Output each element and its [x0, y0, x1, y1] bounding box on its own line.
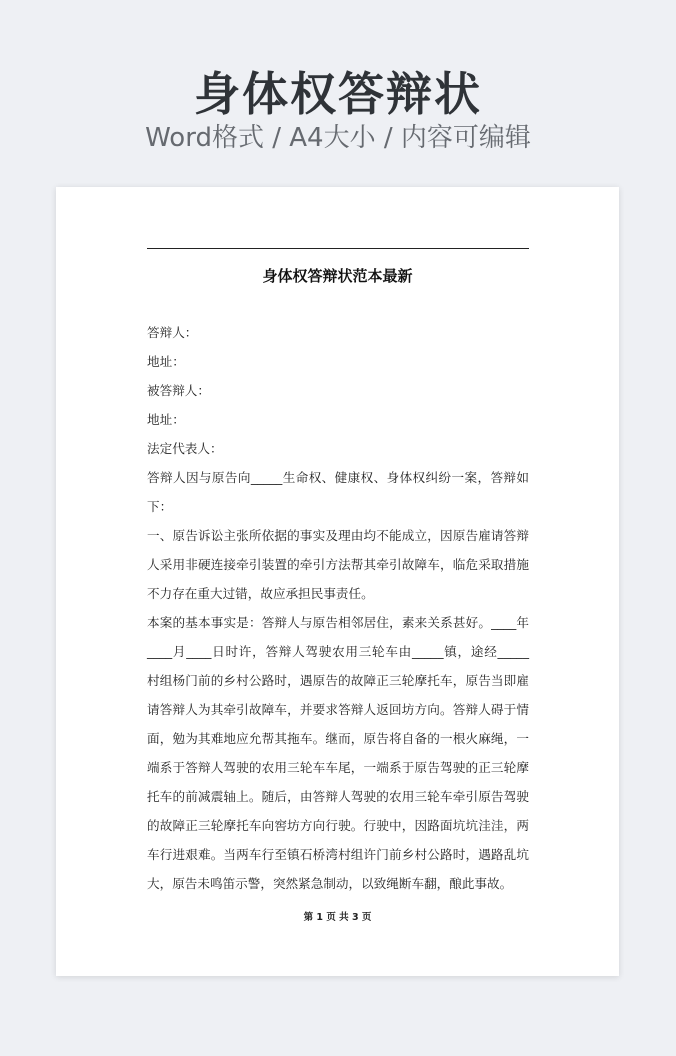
- text-line: 法定代表人：: [147, 441, 223, 456]
- text-line: 下：: [147, 499, 173, 514]
- header-rule: [147, 248, 529, 249]
- text-line: 的故障正三轮摩托车向窖坊方向行驶。行驶中，因路面坑坑洼洼，两: [147, 818, 529, 833]
- text-line: 地址：: [147, 412, 185, 427]
- document-page: [56, 187, 619, 976]
- page-number: 第 1 页 共 3 页: [303, 912, 372, 923]
- text-line: 村组杨门前的乡村公路时，遇原告的故障正三轮摩托车，原告当即雇: [147, 673, 529, 688]
- banner-title: 身体权答辩状: [194, 67, 482, 121]
- document-body: [147, 318, 529, 898]
- text-line: 面，勉为其难地应允帮其拖车。继而，原告将自备的一根火麻绳，一: [147, 731, 529, 746]
- text-line: 车行进艰难。当两车行至镇石桥湾村组许门前乡村公路时，遇路乱坑: [147, 847, 529, 862]
- text-line: 大，原告未鸣笛示警，突然紧急制动，以致绳断车翻，酿此事故。: [147, 876, 513, 891]
- text-line: 地址：: [147, 354, 185, 369]
- banner-subtitle: Word格式 / A4大小 / 内容可编辑: [145, 123, 531, 153]
- text-line: 答辩人因与原告向_____生命权、健康权、身体权纠纷一案，答辩如: [147, 470, 529, 485]
- text-line: 不力存在重大过错，故应承担民事责任。: [147, 586, 374, 601]
- text-line: 被答辩人：: [147, 383, 210, 398]
- text-line: ____月____日时许，答辩人驾驶农用三轮车由_____镇，途经_____: [147, 644, 529, 659]
- document-title: 身体权答辩状范本最新: [262, 267, 413, 285]
- text-line: 端系于答辩人驾驶的农用三轮车车尾，一端系于原告驾驶的正三轮摩: [147, 760, 529, 775]
- text-line: 人采用非硬连接牵引装置的牵引方法帮其牵引故障车，临危采取措施: [147, 557, 529, 572]
- text-line: 答辩人：: [147, 325, 198, 340]
- text-line: 本案的基本事实是：答辩人与原告相邻居住，素来关系甚好。____年: [147, 615, 529, 630]
- text-line: 请答辩人为其牵引故障车，并要求答辩人返回坊方向。答辩人碍于情: [147, 702, 529, 717]
- text-line: 一、原告诉讼主张所依据的事实及理由均不能成立，因原告雇请答辩: [147, 528, 529, 543]
- text-line: 托车的前减震轴上。随后，由答辩人驾驶的农用三轮车牵引原告驾驶: [147, 789, 529, 804]
